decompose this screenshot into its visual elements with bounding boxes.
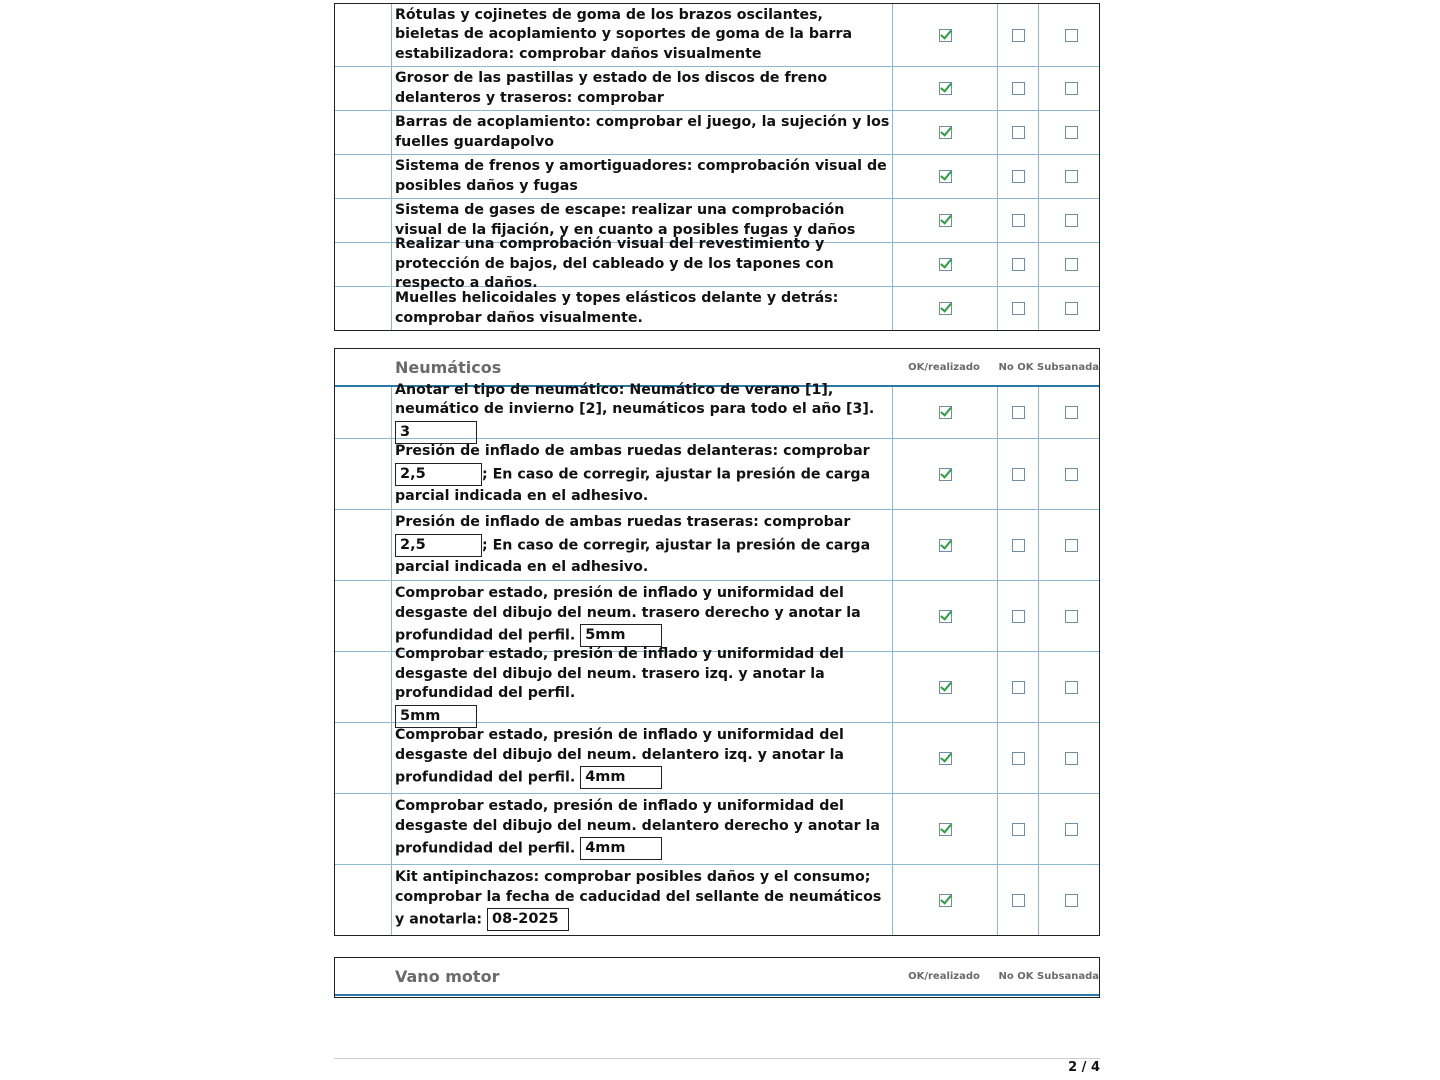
fixed-checkbox[interactable]	[1065, 752, 1078, 765]
item-text: Comprobar estado, presión de inflado y uniformidad del desgaste del dibujo del neum. trasero izq. y anotar la profundidad del perfil.	[395, 646, 844, 702]
ok-checkbox[interactable]	[939, 302, 952, 315]
table-row	[335, 723, 1099, 794]
not-ok-checkbox[interactable]	[1012, 894, 1025, 907]
ok-checkbox[interactable]	[939, 82, 952, 95]
item-text: Realizar una comprobación visual del revestimiento y protección de bajos, del cableado y de los tapones con respecto a daños.	[395, 236, 834, 292]
item-text: Presión de inflado de ambas ruedas delanteras: comprobar	[395, 443, 870, 459]
not-ok-checkbox[interactable]	[1012, 539, 1025, 552]
fixed-checkbox[interactable]	[1065, 258, 1078, 271]
tread-depth-field[interactable]: 4mm	[580, 837, 662, 860]
chassis-checklist-table	[334, 3, 1100, 331]
table-row	[335, 155, 1099, 199]
not-ok-checkbox[interactable]	[1012, 214, 1025, 227]
ok-checkbox[interactable]	[939, 406, 952, 419]
table-row	[335, 4, 1099, 67]
col-fixed-header: Subsanada	[1037, 361, 1099, 373]
fixed-checkbox[interactable]	[1065, 126, 1078, 139]
tire-type-field[interactable]: 3	[395, 421, 477, 444]
ok-checkbox[interactable]	[939, 539, 952, 552]
table-row	[335, 865, 1099, 935]
not-ok-checkbox[interactable]	[1012, 170, 1025, 183]
fixed-checkbox[interactable]	[1065, 681, 1078, 694]
section-title: Vano motor	[395, 967, 500, 986]
ok-checkbox[interactable]	[939, 468, 952, 481]
not-ok-checkbox[interactable]	[1012, 823, 1025, 836]
not-ok-checkbox[interactable]	[1012, 468, 1025, 481]
item-text: Comprobar estado, presión de inflado y uniformidad del desgaste del dibujo del neum. trasero derecho y anotar la profundidad del perfil.	[395, 585, 861, 644]
sealant-expiry-field[interactable]: 08-2025	[487, 908, 569, 931]
fixed-checkbox[interactable]	[1065, 894, 1078, 907]
tread-depth-field[interactable]: 4mm	[580, 766, 662, 789]
item-text: Sistema de frenos y amortiguadores: comprobación visual de posibles daños y fugas	[395, 158, 887, 194]
table-row	[335, 646, 1099, 724]
not-ok-checkbox[interactable]	[1012, 681, 1025, 694]
item-text: Grosor de las pastillas y estado de los discos de freno delanteros y traseros: comprobar	[395, 70, 828, 106]
table-row	[335, 381, 1099, 440]
item-text: Barras de acoplamiento: comprobar el juego, la sujeción y los fuelles guardapolvo	[395, 114, 890, 150]
item-text: Comprobar estado, presión de inflado y uniformidad del desgaste del dibujo del neum. delantero izq. y anotar la profundidad del perfil.	[395, 727, 845, 786]
front-pressure-field[interactable]: 2,5	[395, 463, 482, 486]
item-text: Muelles helicoidales y topes elásticos delante y detrás: comprobar daños visualmente.	[395, 290, 839, 326]
tread-depth-field[interactable]: 5mm	[580, 624, 662, 647]
ok-checkbox[interactable]	[939, 752, 952, 765]
col-ok-header: OK/realizado	[908, 970, 980, 982]
fixed-checkbox[interactable]	[1065, 610, 1078, 623]
item-text: Sistema de gases de escape: realizar una comprobación visual de la fijación, y en cuanto a posibles fugas y daños	[395, 202, 856, 238]
fixed-checkbox[interactable]	[1065, 539, 1078, 552]
ok-checkbox[interactable]	[939, 681, 952, 694]
table-row	[335, 581, 1099, 652]
fixed-checkbox[interactable]	[1065, 823, 1078, 836]
not-ok-checkbox[interactable]	[1012, 126, 1025, 139]
fixed-checkbox[interactable]	[1065, 170, 1078, 183]
ok-checkbox[interactable]	[939, 214, 952, 227]
col-not-ok-header: No OK	[998, 361, 1034, 373]
col-not-ok-header: No OK	[998, 970, 1034, 982]
table-row	[335, 236, 1099, 292]
table-row	[335, 794, 1099, 865]
table-row	[335, 287, 1099, 330]
item-text: ; En caso de corregir, ajustar la presión de carga parcial indicada en el adhesivo.	[395, 466, 871, 504]
not-ok-checkbox[interactable]	[1012, 82, 1025, 95]
not-ok-checkbox[interactable]	[1012, 258, 1025, 271]
ok-checkbox[interactable]	[939, 823, 952, 836]
fixed-checkbox[interactable]	[1065, 29, 1078, 42]
item-text: ; En caso de corregir, ajustar la presión de carga parcial indicada en el adhesivo.	[395, 537, 871, 575]
page-number: 2 / 4	[1068, 1060, 1100, 1075]
item-text: Kit antipinchazos: comprobar posibles daños y el consumo; comprobar la fecha de caducidad del sellante de neumáticos y anotarla:	[395, 869, 882, 928]
item-text: Rótulas y cojinetes de goma de los brazos oscilantes, bieletas de acoplamiento y soportes de goma de la barra estabilizadora: comprobar daños visualmente	[395, 6, 853, 62]
not-ok-checkbox[interactable]	[1012, 752, 1025, 765]
table-row	[335, 439, 1099, 510]
section-header	[335, 958, 1099, 996]
item-text: Presión de inflado de ambas ruedas traseras: comprobar	[395, 514, 851, 530]
item-text: Comprobar estado, presión de inflado y uniformidad del desgaste del dibujo del neum. delantero derecho y anotar la profundidad del perfil.	[395, 798, 880, 857]
ok-checkbox[interactable]	[939, 258, 952, 271]
table-row	[335, 510, 1099, 581]
fixed-checkbox[interactable]	[1065, 214, 1078, 227]
fixed-checkbox[interactable]	[1065, 468, 1078, 481]
footer-divider	[334, 1058, 1100, 1059]
tread-depth-field[interactable]: 5mm	[395, 705, 477, 728]
not-ok-checkbox[interactable]	[1012, 302, 1025, 315]
not-ok-checkbox[interactable]	[1012, 610, 1025, 623]
item-text: Anotar el tipo de neumático: Neumático de verano [1], neumático de invierno [2], neumáticos para todo el año [3].	[395, 381, 875, 417]
fixed-checkbox[interactable]	[1065, 82, 1078, 95]
tires-table	[334, 348, 1100, 936]
section-title: Neumáticos	[395, 358, 502, 377]
fixed-checkbox[interactable]	[1065, 406, 1078, 419]
ok-checkbox[interactable]	[939, 170, 952, 183]
ok-checkbox[interactable]	[939, 610, 952, 623]
table-row	[335, 111, 1099, 155]
col-ok-header: OK/realizado	[908, 361, 980, 373]
ok-checkbox[interactable]	[939, 126, 952, 139]
ok-checkbox[interactable]	[939, 894, 952, 907]
not-ok-checkbox[interactable]	[1012, 406, 1025, 419]
fixed-checkbox[interactable]	[1065, 302, 1078, 315]
not-ok-checkbox[interactable]	[1012, 29, 1025, 42]
col-fixed-header: Subsanada	[1037, 970, 1099, 982]
engine-bay-table	[334, 957, 1100, 998]
ok-checkbox[interactable]	[939, 29, 952, 42]
rear-pressure-field[interactable]: 2,5	[395, 534, 482, 557]
table-row	[335, 67, 1099, 111]
